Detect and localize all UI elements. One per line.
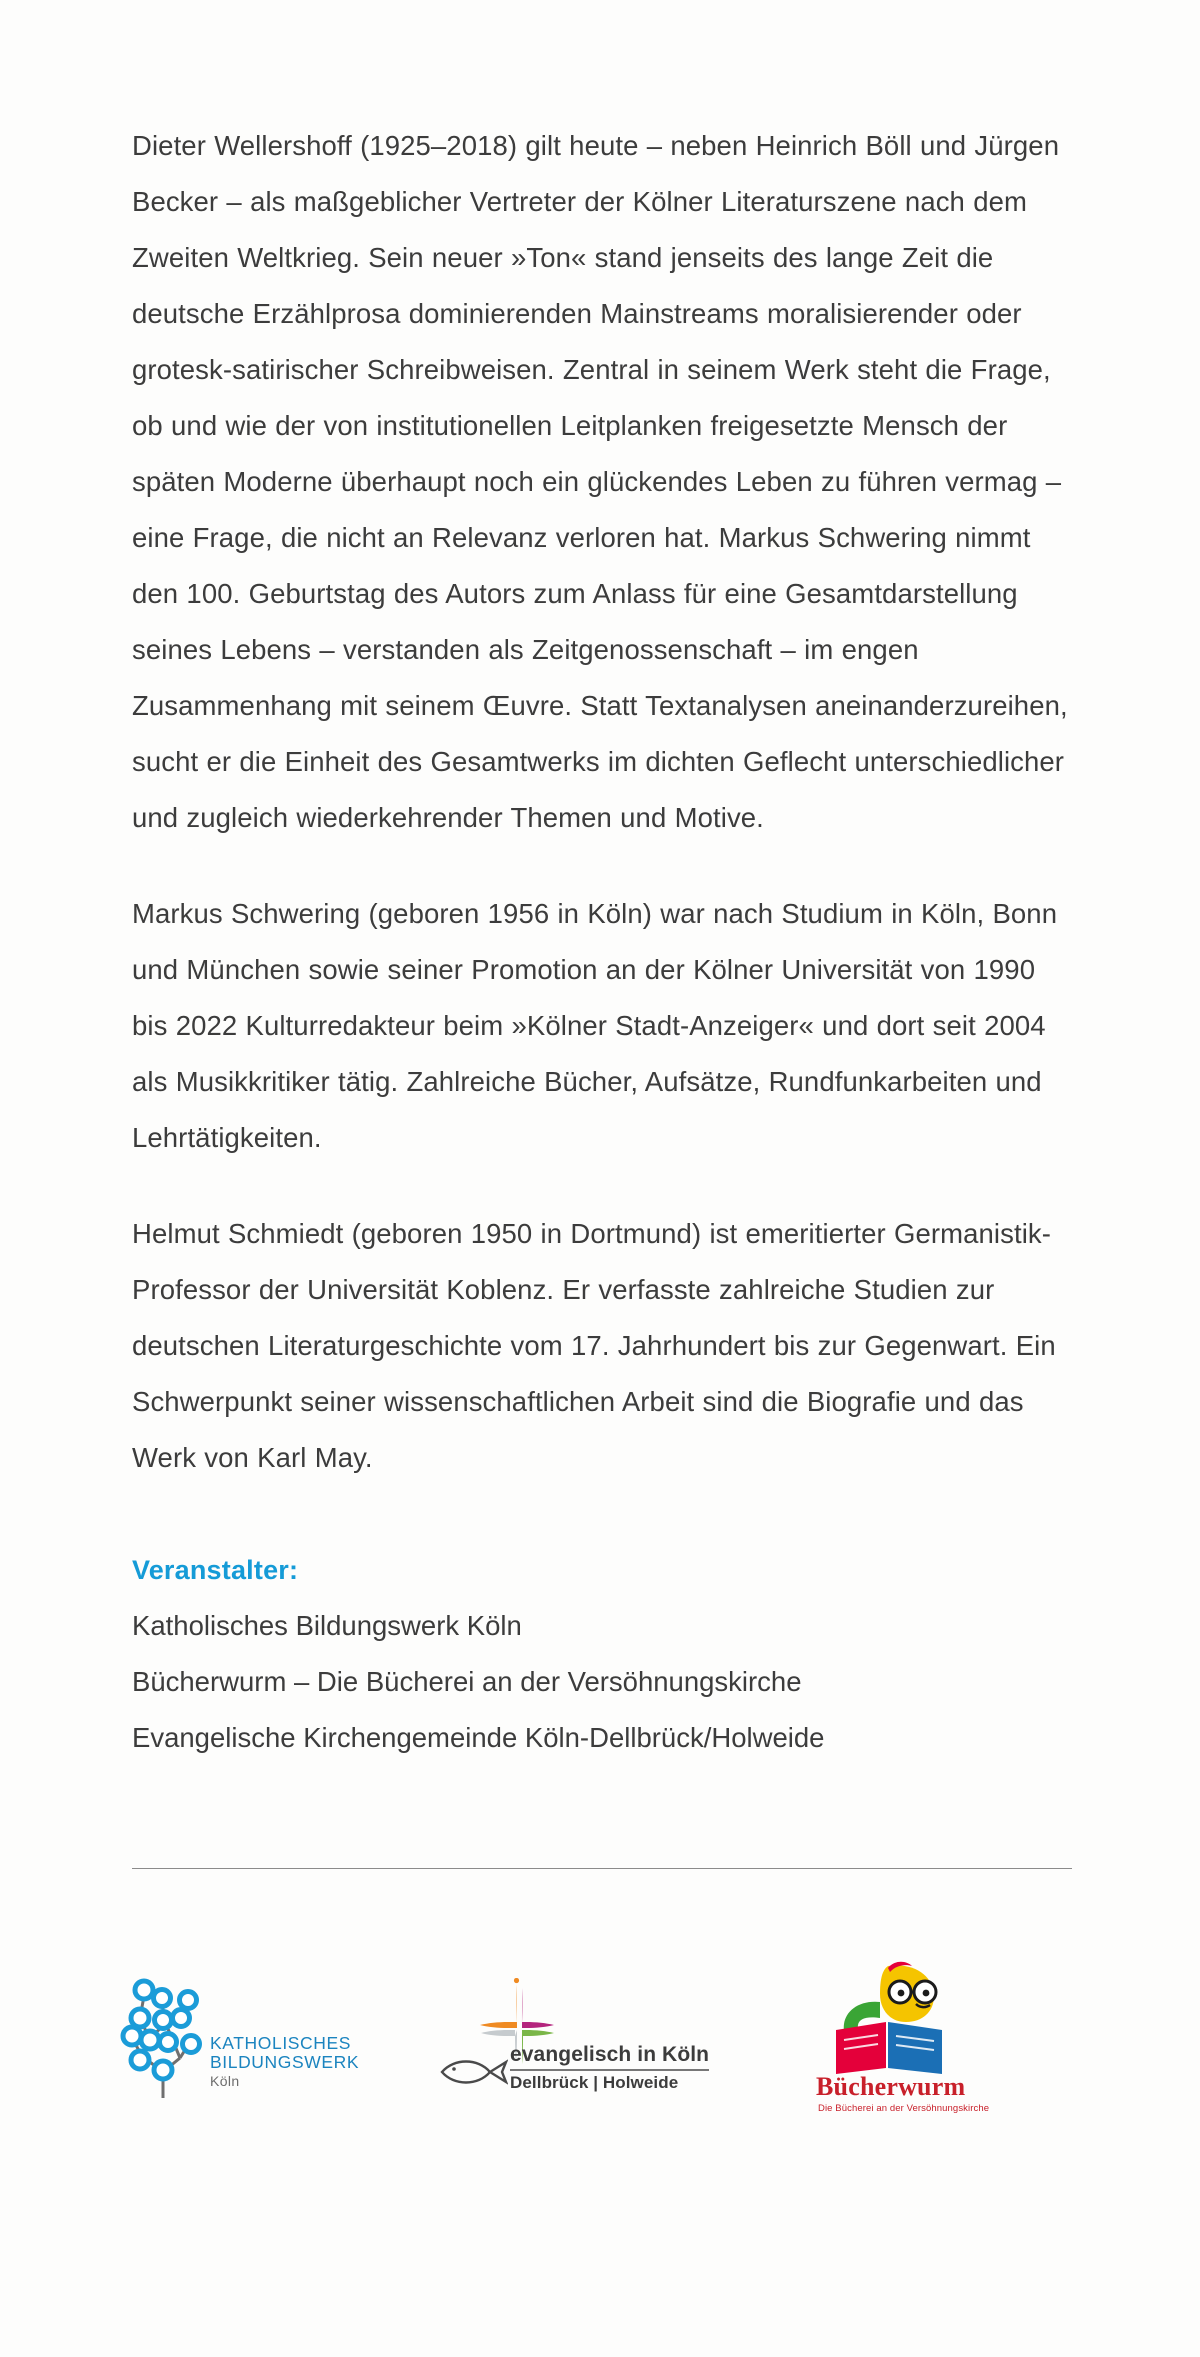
- paragraph-wellershoff: Dieter Wellershoff (1925–2018) gilt heute – neben Heinrich Böll und Jürgen Becker – als maßgeblicher Vertreter der Kölner Literaturszene nach dem Zweiten Weltkrieg. Sein neuer »Ton« stand jenseits des lange Zeit die deutsche Erzählprosa dominierenden Mainstreams moralisierender oder grotesk-satirischer Schreibweisen. Zentral in seinem Werk steht die Frage, ob und wie der von institutionellen Leitplanken freigesetzte Mensch der späten Moderne überhaupt noch ein glückendes Leben zu führen vermag – eine Frage, die nicht an Relevanz verloren hat. Markus Schwering nimmt den 100. Geburtstag des Autors zum Anlass für eine Gesamtdarstellung seines Lebens – verstanden als Zeitgenossenschaft – im engen Zusammenhang mit seinem Œuvre. Statt Textanalysen aneinanderzureihen, sucht er die Einheit des Gesamtwerks im dichten Geflecht unterschiedlicher und zugleich wiederkehrender Themen und Motive.: [132, 130, 1068, 833]
- organizers-section: [132, 1542, 1072, 1766]
- horizontal-rule: [132, 1868, 1072, 1869]
- paragraph-schwering-bio: Markus Schwering (geboren 1956 in Köln) war nach Studium in Köln, Bonn und München sowie seiner Promotion an der Kölner Universität von 1990 bis 2022 Kulturredakteur beim »Kölner Stadt-Anzeiger« und dort seit 2004 als Musikkritiker tätig. Zahlreiche Bücher, Aufsätze, Rundfunkarbeiten und Lehrtätigkeiten.: [132, 898, 1058, 1153]
- organizer-item-2: Bücherwurm – Die Bücherei an der Versöhnungskirche: [132, 1666, 802, 1697]
- buecherwurm-subtitle: Die Bücherei an der Versöhnungskirche: [818, 2103, 990, 2114]
- ev-line-2: Dellbrück | Holweide: [510, 2072, 679, 2092]
- kbw-line-1: KATHOLISCHES: [210, 2033, 352, 2053]
- organizer-item-3: Evangelische Kirchengemeinde Köln-Dellbrück/Holweide: [132, 1722, 825, 1753]
- ev-line-1: evangelisch in Köln: [510, 2043, 710, 2066]
- kbw-line-3: Köln: [210, 2073, 240, 2090]
- logo-buecherwurm: [800, 1960, 1070, 2150]
- fish-icon: [438, 2054, 508, 2090]
- logo-katholisches-bildungswerk: [110, 1960, 390, 2145]
- evangelisch-wordmark: [510, 2042, 709, 2093]
- buecherwurm-title: Bücherwurm: [816, 2072, 966, 2101]
- organizer-item-1: Katholisches Bildungswerk Köln: [132, 1610, 522, 1641]
- logo-strip: [100, 1960, 1110, 2160]
- organizers-heading: Veranstalter:: [132, 1555, 299, 1585]
- kbw-line-2: BILDUNGSWERK: [210, 2051, 360, 2072]
- kbw-wordmark: [210, 2034, 359, 2089]
- ev-divider: [510, 2069, 709, 2071]
- node-tree-icon: [118, 1960, 208, 2100]
- document-body: [132, 118, 1072, 1766]
- worm-reading-book-icon: [830, 1960, 960, 2078]
- paragraph-schmiedt-bio: Helmut Schmiedt (geboren 1950 in Dortmund) ist emeritierter Germanistik-Professor der Universität Koblenz. Er verfasste zahlreiche Studien zur deutschen Literaturgeschichte vom 17. Jahrhundert bis zur Gegenwart. Ein Schwerpunkt seiner wissenschaftlichen Arbeit sind die Biografie und das Werk von Karl May.: [132, 1218, 1056, 1473]
- logo-evangelisch-in-koeln: [430, 1970, 790, 2150]
